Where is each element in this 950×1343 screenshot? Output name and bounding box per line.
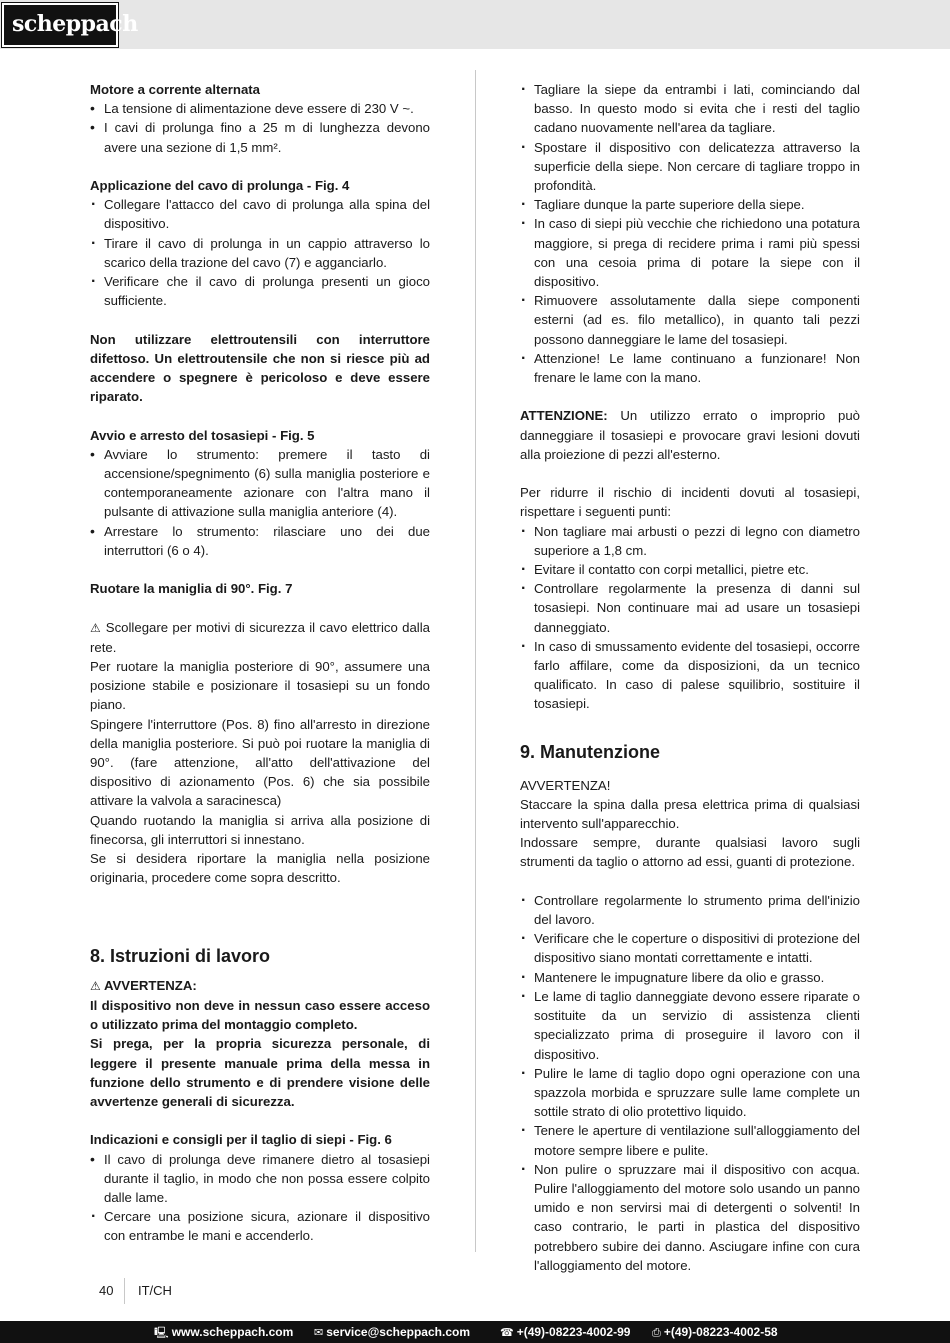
maint-para: AVVERTENZA! [520, 777, 611, 793]
list-item: • Il cavo di prolunga deve rimanere dietro al tosasiepi durante il taglio, in modo che non possa essere colpito dalle lame. [90, 1150, 430, 1208]
list-item: · Mantenere le impugnature libere da olio e grasso. [520, 968, 860, 987]
email-link[interactable]: ✉ service@scheppach.com [314, 1325, 470, 1339]
footer-separator [124, 1278, 125, 1304]
list-item: · Verificare che le coperture o dispositivi di protezione del dispositivo siano montati correttamente e intatti. [520, 929, 860, 967]
list-item: · Controllare regolarmente lo strumento prima dell'inizio del lavoro. [520, 891, 860, 929]
list-item: · Tirare il cavo di prolunga in un cappio attraverso lo scarico della trazione del cavo (7) e agganciarlo. [90, 234, 430, 272]
warning-icon: ⚠ [90, 978, 101, 993]
rotate-para: Spingere l'interruttore (Pos. 8) fino all'arresto in direzione della maniglia posteriore. Si può poi ruotare la maniglia di 90°. (fare attenzione, all'atto dell'attivazione del dispositivo di azionamento (Pos. 6) che sia possibile attivare la valvola a saracinesca) [90, 716, 430, 809]
risk-intro: Per ridurre il rischio di incidenti dovuti al tosasiepi, rispettare i seguenti punti: [520, 485, 860, 520]
rotate-title: Ruotare la maniglia di 90°. Fig. 7 [90, 581, 293, 597]
list-item: · Controllare regolarmente la presenza di danni sul tosasiepi. Non continuare mai ad usare un tosasiepi danneggiato. [520, 579, 860, 637]
website-link[interactable]: 🖳 www.scheppach.com [154, 1325, 294, 1339]
list-item: · Non tagliare mai arbusti o pezzi di legno con diametro superiore a 1,8 cm. [520, 522, 860, 560]
start-title: Avvio e arresto del tosasiepi - Fig. 5 [90, 427, 315, 443]
motor-title: Motore a corrente alternata [90, 82, 261, 97]
fax-number: ⎙ +(49)-08223-4002-58 [652, 1325, 778, 1339]
warning-icon: ⚠ [90, 620, 102, 635]
maint-list [520, 891, 860, 1275]
avvertenza-text: Il dispositivo non deve in nessun caso essere acceso o utilizzato prima del montaggio completo. [90, 998, 430, 1033]
switch-warning: Non utilizzare elettroutensili con interruttore difettoso. Un elettroutensile che non si riesce più ad accendere o spegnere è pericoloso e deve essere riparato. [90, 331, 430, 405]
rotate-para: Se si desidera riportare la maniglia nella posizione originaria, procedere come sopra descritto. [90, 851, 430, 886]
list-item: · Cercare una posizione sicura, azionare il dispositivo con entrambe le mani e accenderlo. [90, 1207, 430, 1245]
risk-list [520, 522, 860, 714]
column-divider [475, 70, 476, 1252]
list-item: · Tenere le aperture di ventilazione sull'alloggiamento del motore sempre libere e pulite. [520, 1121, 860, 1159]
list-item: • Avviare lo strumento: premere il tasto di accensione/spegnimento (6) sulla maniglia posteriore e contemporaneamente azionare con l'altra mano il pulsante di attivazione sulla maniglia anteriore (4). [90, 445, 430, 522]
fax-icon: ⎙ [652, 1326, 661, 1339]
cable-list [90, 195, 430, 310]
list-item: · Collegare l'attacco del cavo di prolunga alla spina del dispositivo. [90, 195, 430, 233]
motor-list [90, 99, 430, 157]
cable-title: Applicazione del cavo di prolunga - Fig. 4 [90, 178, 350, 193]
list-item: • La tensione di alimentazione deve essere di 230 V ~. [90, 99, 430, 118]
list-item: · Pulire le lame di taglio dopo ogni operazione con una spazzola morbida e spruzzare sulle lame complete un sottile strato di olio protettivo liquido. [520, 1064, 860, 1122]
mail-icon: ✉ [314, 1326, 324, 1339]
attenzione-para: ATTENZIONE: Un utilizzo errato o improprio può danneggiare il tosasiepi e provocare gravi lesioni dovuti alla proiezione di pezzi all'esterno. [520, 408, 860, 462]
phone-icon: ☎ [500, 1326, 514, 1339]
list-item: · Tagliare la siepe da entrambi i lati, cominciando dal basso. In questo modo si evita che i resti del taglio cadano nuovamente nell'area da tagliare. [520, 80, 860, 138]
list-item: · Verificare che il cavo di prolunga presenti un gioco sufficiente. [90, 272, 430, 310]
section-9-title: 9. Manutenzione [520, 741, 661, 762]
locale-label: IT/CH [138, 1283, 172, 1298]
computer-icon: 🖳 [154, 1326, 169, 1339]
list-item: · Rimuovere assolutamente dalla siepe componenti esterni (ad es. filo metallico), in quanto tali pezzi possono danneggiare le lame del tosasiepi. [520, 291, 860, 349]
tips-title: Indicazioni e consigli per il taglio di siepi - Fig. 6 [90, 1132, 392, 1148]
attenzione-label: ATTENZIONE: [520, 408, 608, 424]
list-item: · Evitare il contatto con corpi metallici, pietre etc. [520, 560, 860, 579]
maint-para: Indossare sempre, durante qualsiasi lavoro sugli strumenti da taglio o attorno ad essi, guanti di protezione. [520, 835, 860, 870]
rotate-para: ⚠ Scollegare per motivi di sicurezza il cavo elettrico dalla rete. [90, 619, 430, 655]
phone-number: ☎ +(49)-08223-4002-99 [500, 1325, 631, 1339]
list-item: · Spostare il dispositivo con delicatezza attraverso la superficie della siepe. Non cercare di tagliare troppo in profondità. [520, 138, 860, 196]
rotate-para: Quando ruotando la maniglia si arriva alla posizione di finecorsa, gli interruttori si innestano. [90, 812, 430, 847]
contact-bar [0, 1321, 950, 1343]
tips-list [90, 1150, 430, 1208]
logo-text: scheppach [12, 11, 138, 37]
list-item: · Attenzione! Le lame continuano a funzionare! Non frenare le lame con la mano. [520, 349, 860, 387]
list-item: • Arrestare lo strumento: rilasciare uno dei due interruttori (6 o 4). [90, 522, 430, 560]
list-item: · In caso di siepi più vecchie che richiedono una potatura maggiore, si prega di recidere prima i rami più spessi con una cesoia prima di potare la siepe con il dispositivo. [520, 214, 860, 291]
right-column [520, 80, 860, 1275]
page-number: 40 [99, 1283, 114, 1298]
avvertenza-label: ⚠ AVVERTENZA: [90, 977, 197, 993]
page-header [0, 0, 950, 49]
rotate-para: Per ruotare la maniglia posteriore di 90°, assumere una posizione stabile e posizionare il tosasiepi su un fondo piano. [90, 659, 430, 713]
list-item: · Tagliare dunque la parte superiore della siepe. [520, 195, 860, 214]
avvertenza-text: Si prega, per la propria sicurezza personale, di leggere il presente manuale prima della messa in funzione dello strumento e di prendere visione delle avvertenze generali di sicurezza. [90, 1036, 430, 1110]
cut-list [520, 80, 860, 387]
scheppach-logo [2, 3, 138, 47]
list-item: • I cavi di prolunga fino a 25 m di lunghezza devono avere una sezione di 1,5 mm². [90, 118, 430, 156]
left-column [90, 80, 430, 1246]
maint-para: Staccare la spina dalla presa elettrica prima di qualsiasi intervento sull'apparecchio. [520, 796, 860, 832]
list-item: · In caso di smussamento evidente del tosasiepi, occorre farlo affilare, come da disposizioni, da un tecnico qualificato. In caso di palese squilibrio, sostituire il tosasiepi. [520, 637, 860, 714]
section-8-title: 8. Istruzioni di lavoro [90, 945, 271, 966]
tips-list-2 [90, 1207, 430, 1245]
list-item: · Non pulire o spruzzare mai il dispositivo con acqua. Pulire l'alloggiamento del motore solo usando un panno umido e non servirsi mai di detergenti o solventi! In caso contrario, le parti in plastica del dispositivo potrebbero subire dei danno. Asciugare infine con cura l'alloggiamento del motore. [520, 1160, 860, 1275]
list-item: · Le lame di taglio danneggiate devono essere riparate o sostituite da un servizio di assistenza clienti specializzato prima di proseguire il lavoro con il dispositivo. [520, 987, 860, 1064]
start-list [90, 445, 430, 560]
